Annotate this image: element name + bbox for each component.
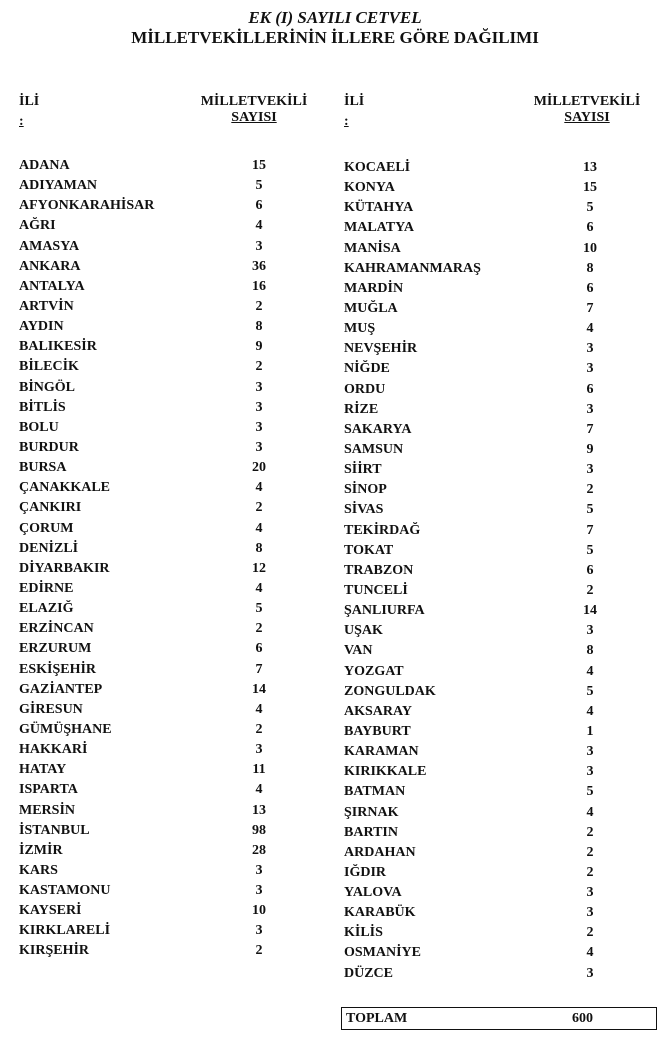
province-row xyxy=(19,337,329,357)
count-header-line1: MİLLETVEKİLİ xyxy=(533,94,641,109)
province-header-colon: : xyxy=(19,114,24,129)
deputy-count: 7 xyxy=(586,522,594,538)
deputy-count: 36 xyxy=(252,258,266,274)
province-row xyxy=(19,861,329,881)
province-header-colon: : xyxy=(344,114,349,129)
left-province-list xyxy=(19,156,329,962)
province-row xyxy=(344,964,664,984)
province-row xyxy=(19,378,329,398)
province-name: SİİRT xyxy=(344,462,382,478)
right-province-list xyxy=(344,156,664,982)
deputy-count: 10 xyxy=(252,903,266,919)
province-row xyxy=(344,440,664,460)
province-row xyxy=(19,156,329,176)
province-row xyxy=(19,317,329,337)
province-name: AFYONKARAHİSAR xyxy=(19,198,155,214)
province-row xyxy=(344,742,664,762)
province-row xyxy=(19,257,329,277)
deputy-count: 13 xyxy=(583,160,597,175)
province-row xyxy=(344,903,664,923)
province-row xyxy=(344,621,664,641)
deputy-count: 7 xyxy=(255,661,263,677)
province-row xyxy=(344,500,664,520)
total-box xyxy=(341,1007,657,1030)
province-name: ANKARA xyxy=(19,258,81,274)
province-name: KARAMAN xyxy=(344,744,419,760)
deputy-count: 6 xyxy=(586,381,594,397)
document-subtitle: MİLLETVEKİLLERİNİN İLLERE GÖRE DAĞILIMI xyxy=(131,28,539,47)
total-value: 600 xyxy=(572,1011,593,1026)
province-name: KIRKLARELİ xyxy=(19,923,111,939)
province-name: KOCAELİ xyxy=(344,160,411,175)
deputy-count: 4 xyxy=(255,520,263,536)
total-label: TOPLAM xyxy=(346,1011,408,1026)
deputy-count: 4 xyxy=(255,480,263,496)
province-name: ÇANAKKALE xyxy=(19,480,111,496)
province-name: ARTVİN xyxy=(19,298,74,314)
deputy-count: 3 xyxy=(255,399,263,415)
province-name: TUNCELİ xyxy=(344,582,408,598)
province-row xyxy=(344,158,664,178)
province-name: MANİSA xyxy=(344,240,401,256)
province-row xyxy=(344,400,664,420)
province-name: ESKİŞEHİR xyxy=(19,661,97,677)
province-name: KASTAMONU xyxy=(19,883,111,899)
deputy-count: 2 xyxy=(255,500,263,516)
province-name: SAKARYA xyxy=(344,421,412,437)
province-row xyxy=(344,178,664,198)
deputy-count: 8 xyxy=(255,540,263,556)
province-name: BİTLİS xyxy=(19,399,66,415)
deputy-count: 28 xyxy=(252,842,266,858)
province-name: AYDIN xyxy=(19,319,64,335)
province-name: ISPARTA xyxy=(19,782,78,798)
province-row xyxy=(19,700,329,720)
count-header-line2: SAYISI xyxy=(564,110,610,125)
province-name: GAZİANTEP xyxy=(19,681,103,697)
province-name: KAYSERİ xyxy=(19,903,82,919)
province-row xyxy=(344,339,664,359)
deputy-count: 7 xyxy=(586,421,594,437)
province-name: BAYBURT xyxy=(344,723,411,739)
province-name: ARDAHAN xyxy=(344,844,416,860)
deputy-count: 4 xyxy=(586,945,594,961)
deputy-count: 5 xyxy=(586,683,594,699)
province-name: BİLECİK xyxy=(19,359,79,375)
province-row xyxy=(19,216,329,236)
province-name: KAHRAMANMARAŞ xyxy=(344,260,481,276)
province-name: AKSARAY xyxy=(344,703,412,719)
province-row xyxy=(19,801,329,821)
province-name: YOZGAT xyxy=(344,663,404,679)
deputy-count: 2 xyxy=(255,359,263,375)
deputy-count: 3 xyxy=(586,361,594,377)
deputy-count: 1 xyxy=(586,723,594,739)
province-row xyxy=(19,941,329,961)
deputy-count: 5 xyxy=(255,178,263,194)
document-title: EK (I) SAYILI CETVEL xyxy=(248,8,422,27)
province-name: ŞANLIURFA xyxy=(344,603,425,619)
province-name: ADANA xyxy=(19,158,70,173)
province-row xyxy=(19,458,329,478)
province-name: YALOVA xyxy=(344,885,402,901)
province-name: MALATYA xyxy=(344,220,415,236)
deputy-count: 2 xyxy=(586,864,594,880)
deputy-count: 6 xyxy=(586,562,594,578)
province-name: HATAY xyxy=(19,762,67,778)
province-name: KIRŞEHİR xyxy=(19,943,90,959)
province-row xyxy=(344,460,664,480)
deputy-count: 2 xyxy=(255,621,263,637)
deputy-count: 3 xyxy=(586,462,594,478)
province-name: KARABÜK xyxy=(344,905,416,921)
province-row xyxy=(344,823,664,843)
province-name: GİRESUN xyxy=(19,701,83,717)
count-header-line2: SAYISI xyxy=(231,110,277,125)
province-row xyxy=(344,420,664,440)
province-row xyxy=(19,579,329,599)
province-name: İZMİR xyxy=(19,842,63,858)
left-column-header xyxy=(19,94,329,156)
province-name: MARDİN xyxy=(344,280,404,296)
province-name: TEKİRDAĞ xyxy=(344,522,421,538)
deputy-count: 2 xyxy=(255,721,263,737)
province-name: ÇORUM xyxy=(19,520,74,536)
province-row xyxy=(344,923,664,943)
deputy-count: 3 xyxy=(586,965,594,981)
province-row xyxy=(344,682,664,702)
deputy-count: 9 xyxy=(255,339,263,355)
province-name: GÜMÜŞHANE xyxy=(19,721,112,737)
province-name: BİNGÖL xyxy=(19,379,76,395)
province-row xyxy=(19,680,329,700)
deputy-count: 4 xyxy=(255,218,263,234)
province-name: VAN xyxy=(344,643,373,659)
province-row xyxy=(19,660,329,680)
province-row xyxy=(19,277,329,297)
deputy-count: 14 xyxy=(252,681,266,697)
province-row xyxy=(344,198,664,218)
deputy-count: 3 xyxy=(255,419,263,435)
deputy-count: 10 xyxy=(583,240,597,256)
deputy-count: 5 xyxy=(586,542,594,558)
province-name: BARTIN xyxy=(344,824,398,840)
province-row xyxy=(19,821,329,841)
province-name: KARS xyxy=(19,862,58,878)
province-name: BOLU xyxy=(19,419,59,435)
province-row xyxy=(344,722,664,742)
province-row xyxy=(19,539,329,559)
deputy-count: 3 xyxy=(586,401,594,417)
province-name: UŞAK xyxy=(344,623,383,639)
province-name: TOKAT xyxy=(344,542,394,558)
right-column xyxy=(344,94,664,982)
deputy-count: 6 xyxy=(255,641,263,657)
province-row xyxy=(19,639,329,659)
deputy-count: 4 xyxy=(255,580,263,596)
province-name: ELAZIĞ xyxy=(19,601,74,617)
province-row xyxy=(19,176,329,196)
province-row xyxy=(344,782,664,802)
deputy-count: 4 xyxy=(586,703,594,719)
province-row xyxy=(19,478,329,498)
deputy-count: 11 xyxy=(252,762,266,778)
province-name: KIRIKKALE xyxy=(344,764,427,780)
deputy-count: 4 xyxy=(255,782,263,798)
province-name: DİYARBAKIR xyxy=(19,560,110,576)
province-row xyxy=(344,319,664,339)
province-name: MERSİN xyxy=(19,802,76,818)
deputy-count: 2 xyxy=(586,482,594,498)
province-name: İSTANBUL xyxy=(19,822,90,838)
province-row xyxy=(344,581,664,601)
province-row xyxy=(19,357,329,377)
province-row xyxy=(344,702,664,722)
province-row xyxy=(344,480,664,500)
province-name: KÜTAHYA xyxy=(344,200,414,216)
province-row xyxy=(19,841,329,861)
province-row xyxy=(344,218,664,238)
deputy-count: 3 xyxy=(586,623,594,639)
province-name: BALIKESİR xyxy=(19,339,97,355)
province-name: EDİRNE xyxy=(19,580,74,596)
province-row xyxy=(344,762,664,782)
province-row xyxy=(19,760,329,780)
province-header: İLİ xyxy=(344,94,365,109)
deputy-count: 3 xyxy=(255,923,263,939)
province-row xyxy=(19,901,329,921)
deputy-count: 2 xyxy=(255,943,263,959)
province-row xyxy=(19,196,329,216)
province-name: MUĞLA xyxy=(344,300,398,316)
province-row xyxy=(344,541,664,561)
province-row xyxy=(19,418,329,438)
deputy-count: 4 xyxy=(586,321,594,337)
province-row xyxy=(19,498,329,518)
deputy-count: 5 xyxy=(586,200,594,216)
province-name: ERZURUM xyxy=(19,641,92,657)
deputy-count: 5 xyxy=(586,502,594,518)
province-row xyxy=(344,561,664,581)
province-row xyxy=(344,259,664,279)
province-row xyxy=(19,519,329,539)
province-row xyxy=(19,438,329,458)
deputy-count: 3 xyxy=(586,885,594,901)
deputy-count: 2 xyxy=(586,925,594,941)
right-column-header xyxy=(344,94,664,156)
deputy-count: 3 xyxy=(255,862,263,878)
province-row xyxy=(19,780,329,800)
province-header: İLİ xyxy=(19,94,40,109)
province-row xyxy=(344,359,664,379)
province-name: ZONGULDAK xyxy=(344,683,436,699)
province-name: SAMSUN xyxy=(344,441,404,457)
province-row xyxy=(344,662,664,682)
count-header-line1: MİLLETVEKİLİ xyxy=(200,94,308,109)
province-name: BURSA xyxy=(19,460,67,476)
deputy-count: 2 xyxy=(586,844,594,860)
deputy-count: 3 xyxy=(255,238,263,254)
deputy-count: 2 xyxy=(586,824,594,840)
deputy-count: 7 xyxy=(586,300,594,316)
deputy-count: 12 xyxy=(252,560,266,576)
deputy-count: 3 xyxy=(586,744,594,760)
deputy-count: 6 xyxy=(255,198,263,214)
deputy-count: 13 xyxy=(252,802,266,818)
deputy-count: 8 xyxy=(586,260,594,276)
deputy-count: 5 xyxy=(255,601,263,617)
province-row xyxy=(344,843,664,863)
deputy-count: 3 xyxy=(255,379,263,395)
province-row xyxy=(19,921,329,941)
province-name: SİNOP xyxy=(344,482,387,498)
province-row xyxy=(19,881,329,901)
province-row xyxy=(19,297,329,317)
deputy-count: 5 xyxy=(586,784,594,800)
province-row xyxy=(19,740,329,760)
deputy-count: 15 xyxy=(252,158,266,173)
province-row xyxy=(344,943,664,963)
deputy-count: 3 xyxy=(586,905,594,921)
deputy-count: 16 xyxy=(252,278,266,294)
province-row xyxy=(344,239,664,259)
deputy-count: 20 xyxy=(252,460,266,476)
left-column xyxy=(19,94,329,962)
province-name: ADIYAMAN xyxy=(19,178,98,194)
count-header xyxy=(179,94,329,126)
deputy-count: 4 xyxy=(255,701,263,717)
deputy-count: 9 xyxy=(586,441,594,457)
deputy-count: 3 xyxy=(255,742,263,758)
deputy-count: 3 xyxy=(586,764,594,780)
province-name: DÜZCE xyxy=(344,965,394,981)
deputy-count: 6 xyxy=(586,280,594,296)
province-name: ÇANKIRI xyxy=(19,500,82,516)
province-name: MUŞ xyxy=(344,321,376,337)
deputy-count: 3 xyxy=(255,439,263,455)
deputy-count: 15 xyxy=(583,180,597,196)
province-name: SİVAS xyxy=(344,502,384,518)
province-row xyxy=(19,720,329,740)
deputy-count: 4 xyxy=(586,804,594,820)
province-row xyxy=(344,299,664,319)
province-name: AĞRI xyxy=(19,218,56,234)
province-row xyxy=(344,279,664,299)
province-row xyxy=(19,559,329,579)
deputy-count: 98 xyxy=(252,822,266,838)
province-row xyxy=(19,237,329,257)
province-name: BATMAN xyxy=(344,784,406,800)
province-name: ŞIRNAK xyxy=(344,804,399,820)
province-row xyxy=(344,863,664,883)
province-name: NİĞDE xyxy=(344,361,390,377)
province-name: IĞDIR xyxy=(344,864,387,880)
province-name: RİZE xyxy=(344,401,379,417)
province-name: ERZİNCAN xyxy=(19,621,94,637)
province-row xyxy=(19,619,329,639)
province-name: ANTALYA xyxy=(19,278,85,294)
province-name: ORDU xyxy=(344,381,386,397)
deputy-count: 14 xyxy=(583,603,597,619)
province-name: BURDUR xyxy=(19,439,79,455)
deputy-count: 8 xyxy=(255,319,263,335)
province-name: AMASYA xyxy=(19,238,80,254)
province-row xyxy=(344,380,664,400)
deputy-count: 4 xyxy=(586,663,594,679)
deputy-count: 8 xyxy=(586,643,594,659)
deputy-count: 2 xyxy=(586,582,594,598)
province-row xyxy=(344,601,664,621)
province-name: NEVŞEHİR xyxy=(344,341,418,357)
deputy-count: 3 xyxy=(255,883,263,899)
province-name: DENİZLİ xyxy=(19,540,79,556)
province-name: TRABZON xyxy=(344,562,414,578)
province-row xyxy=(19,599,329,619)
deputy-count: 6 xyxy=(586,220,594,236)
province-row xyxy=(344,641,664,661)
province-row xyxy=(344,883,664,903)
province-name: KONYA xyxy=(344,180,395,196)
count-header xyxy=(512,94,662,126)
province-name: KİLİS xyxy=(344,925,383,941)
deputy-count: 3 xyxy=(586,341,594,357)
deputy-count: 2 xyxy=(255,298,263,314)
province-row xyxy=(344,803,664,823)
document-header xyxy=(0,8,670,48)
province-name: HAKKARİ xyxy=(19,742,88,758)
province-row xyxy=(344,521,664,541)
province-name: OSMANİYE xyxy=(344,945,422,961)
province-row xyxy=(19,398,329,418)
